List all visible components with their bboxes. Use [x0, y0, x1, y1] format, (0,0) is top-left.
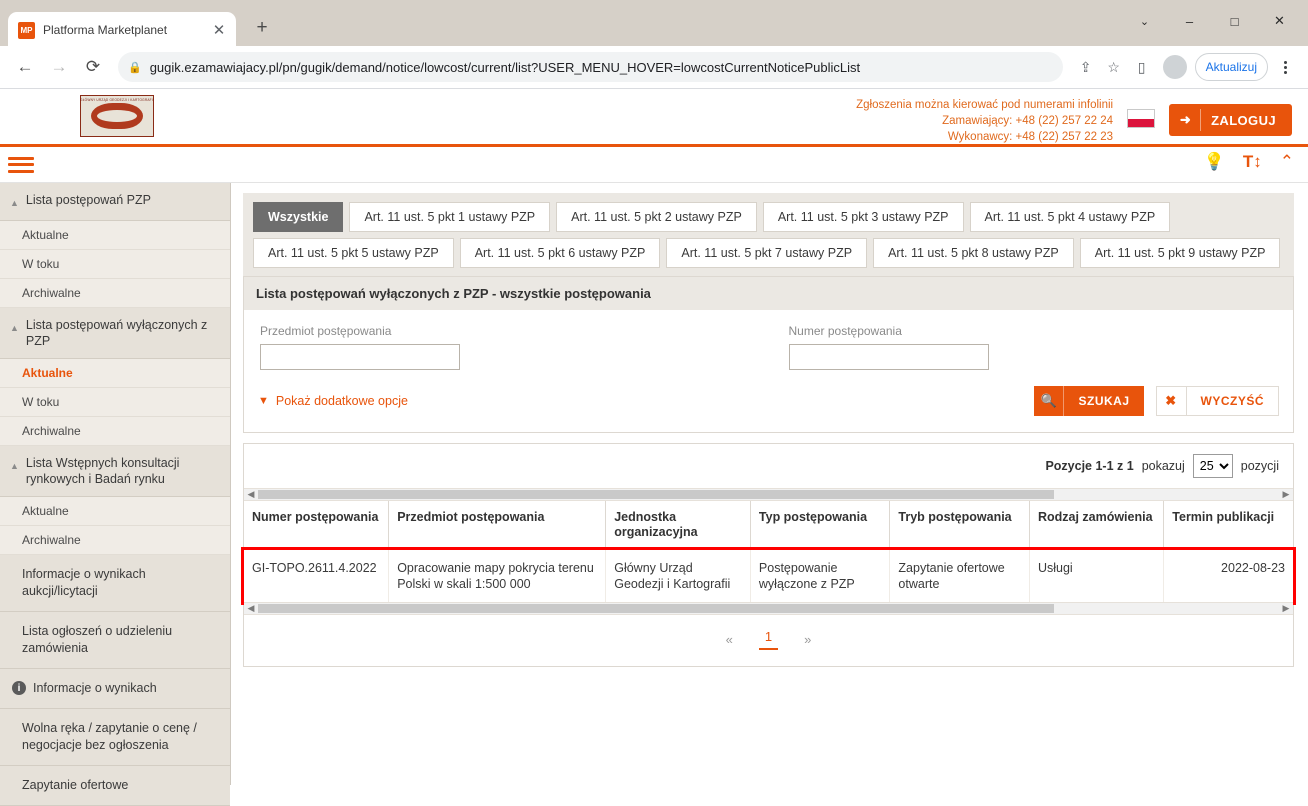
sidebar-item-auction-results[interactable]: Informacje o wynikach aukcji/licytacji — [0, 555, 230, 612]
info-icon: i — [12, 681, 26, 695]
close-icon[interactable]: ✕ — [212, 22, 226, 39]
results-table — [244, 501, 1293, 602]
scroll-left-icon[interactable]: ◀ — [247, 603, 255, 613]
items-label: pozycji — [1240, 459, 1279, 473]
chevron-up-icon: ▲ — [10, 198, 19, 208]
tab-art11-4[interactable]: Art. 11 ust. 5 pkt 4 ustawy PZP — [970, 202, 1171, 232]
action-buttons — [1034, 386, 1279, 416]
horizontal-scrollbar[interactable] — [244, 488, 1293, 501]
sidebar-item-wtoku-pzp[interactable]: W toku — [0, 250, 230, 279]
tab-title: Platforma Marketplanet — [43, 23, 168, 37]
field-subject — [260, 324, 749, 370]
site-header — [0, 89, 1308, 144]
sidebar-item-archiwalne-consult[interactable]: Archiwalne — [0, 526, 230, 555]
sidebar-item-wtoku-excluded[interactable]: W toku — [0, 388, 230, 417]
browser-tab[interactable] — [8, 12, 236, 48]
avatar[interactable] — [1163, 55, 1187, 79]
hamburger-icon[interactable] — [8, 154, 34, 176]
pagination — [244, 615, 1293, 660]
search-button-label: SZUKAJ — [1078, 394, 1130, 408]
page-viewport — [0, 88, 1308, 792]
column-numer[interactable]: Numer postępowania — [244, 501, 389, 550]
page-size-label: pokazuj — [1141, 459, 1185, 473]
table-row[interactable] — [244, 550, 1293, 603]
search-input-number[interactable] — [789, 344, 989, 370]
sidebar-item-archiwalne-excluded[interactable]: Archiwalne — [0, 417, 230, 446]
cell-tryb: Zapytanie ofertowe otwarte — [890, 550, 1030, 603]
text-size-icon[interactable]: T↕ — [1242, 152, 1262, 171]
cell-numer: GI-TOPO.2611.4.2022 — [244, 550, 389, 603]
sidebar-item-label: Lista postępowań wyłączonych z PZP — [25, 318, 208, 348]
field-subject-label: Przedmiot postępowania — [260, 324, 392, 338]
results-count: Pozycje 1-1 z 1 — [1045, 459, 1134, 473]
tab-art11-3[interactable]: Art. 11 ust. 5 pkt 3 ustawy PZP — [763, 202, 964, 232]
side-panel-icon[interactable]: ▯ — [1137, 58, 1146, 75]
filter-tabs — [243, 193, 1294, 276]
tab-art11-8[interactable]: Art. 11 ust. 5 pkt 8 ustawy PZP — [873, 238, 1074, 268]
tab-art11-6[interactable]: Art. 11 ust. 5 pkt 6 ustawy PZP — [460, 238, 661, 268]
tab-art11-2[interactable]: Art. 11 ust. 5 pkt 2 ustawy PZP — [556, 202, 757, 232]
sidebar — [0, 183, 231, 792]
sidebar-item-label: Lista Wstępnych konsultacji rynkowych i Badań rynku — [25, 456, 180, 486]
contact-line-2: Zamawiający: +48 (22) 257 22 24 — [942, 115, 1114, 127]
globe-icon — [91, 103, 143, 129]
options-row — [244, 380, 1293, 432]
close-window-button[interactable]: ✕ — [1274, 13, 1285, 28]
sidebar-item-archiwalne-pzp[interactable]: Archiwalne — [0, 279, 230, 308]
panel-title: Lista postępowań wyłączonych z PZP - wszystkie postępowania — [244, 276, 1293, 310]
sidebar-item-aktualne-excluded[interactable]: Aktualne — [0, 359, 230, 388]
share-icon[interactable]: ⇪ — [1079, 58, 1092, 75]
cell-typ: Postępowanie wyłączone z PZP — [750, 550, 890, 603]
login-label: ZALOGUJ — [1211, 112, 1276, 128]
maximize-button[interactable]: □ — [1230, 13, 1239, 29]
lightbulb-icon[interactable]: 💡 — [1203, 152, 1225, 171]
scroll-right-icon[interactable]: ▶ — [1282, 489, 1290, 499]
contact-info — [856, 97, 1113, 145]
sidebar-group-excluded[interactable] — [0, 308, 230, 359]
sidebar-item-offer-inquiry[interactable]: Zapytanie ofertowe — [0, 766, 230, 806]
scroll-right-icon[interactable]: ▶ — [1282, 603, 1290, 613]
logo-caption: GŁÓWNY URZĄD GEODEZJI I KARTOGRAFII — [80, 98, 154, 102]
column-rodzaj[interactable]: Rodzaj zamówienia — [1029, 501, 1163, 550]
minimize-button[interactable]: – — [1185, 13, 1194, 29]
column-przedmiot[interactable]: Przedmiot postępowania — [389, 501, 606, 550]
tab-favicon: MP — [18, 22, 35, 39]
login-arrow-icon: ➜ — [1179, 109, 1201, 131]
tab-art11-7[interactable]: Art. 11 ust. 5 pkt 7 ustawy PZP — [666, 238, 867, 268]
login-button[interactable] — [1169, 104, 1292, 136]
tab-art11-5[interactable]: Art. 11 ust. 5 pkt 5 ustawy PZP — [253, 238, 454, 268]
scrollbar-track[interactable] — [258, 604, 1279, 613]
column-tryb[interactable]: Tryb postępowania — [890, 501, 1030, 550]
sidebar-item-award-notices[interactable]: Lista ogłoszeń o udzieleniu zamówienia — [0, 612, 230, 669]
field-number-label: Numer postępowania — [788, 324, 902, 338]
scrollbar-thumb[interactable] — [258, 490, 1054, 499]
menu-bar — [0, 147, 1308, 183]
page-body — [0, 183, 1308, 792]
menu-icon[interactable] — [1272, 53, 1298, 81]
star-icon[interactable]: ☆ — [1107, 58, 1120, 75]
field-number — [789, 324, 1278, 370]
sidebar-item-aktualne-consult[interactable]: Aktualne — [0, 497, 230, 526]
cell-jednostka: Główny Urząd Geodezji i Kartografii — [606, 550, 751, 603]
sidebar-group-pzp[interactable] — [0, 183, 230, 221]
column-typ[interactable]: Typ postępowania — [750, 501, 890, 550]
cell-termin: 2022-08-23 — [1221, 561, 1285, 575]
table-header — [244, 501, 1293, 550]
table-header-row — [244, 501, 1293, 550]
close-icon: ✖ — [1157, 387, 1187, 415]
filter-tabs-row — [253, 202, 1284, 268]
search-button[interactable] — [1034, 386, 1143, 416]
reload-icon[interactable]: ⟳ — [85, 57, 101, 76]
lock-icon: 🔒 — [128, 61, 142, 74]
search-panel — [243, 276, 1294, 433]
main-content — [231, 183, 1308, 785]
sidebar-group-consultations[interactable] — [0, 446, 230, 497]
search-fields — [244, 310, 1293, 380]
scrollbar-track[interactable] — [258, 490, 1279, 499]
page-size-select[interactable] — [1193, 454, 1233, 478]
horizontal-scrollbar-bottom[interactable] — [244, 602, 1293, 615]
chevron-down-icon: ▼ — [258, 395, 269, 407]
search-input-subject[interactable] — [260, 344, 460, 370]
tab-art11-9[interactable]: Art. 11 ust. 5 pkt 9 ustawy PZP — [1080, 238, 1281, 268]
sidebar-item-label: Informacje o wynikach — [33, 681, 157, 695]
chevron-up-icon: ▲ — [10, 323, 19, 333]
search-icon: 🔍 — [1034, 386, 1064, 416]
page-number-1[interactable]: 1 — [759, 629, 778, 650]
show-more-options-label: Pokaż dodatkowe opcje — [275, 394, 408, 408]
url-text: gugik.ezamawiajacy.pl/pn/gugik/demand/notice/lowcost/current/list?USER_MENU_HOVER=lowcostCurrentNoticePublicList — [149, 59, 861, 75]
next-page-button[interactable]: » — [804, 632, 812, 647]
cell-rodzaj: Usługi — [1029, 550, 1163, 603]
contact-line-1: Zgłoszenia można kierować pod numerami infolinii — [856, 99, 1114, 111]
column-jednostka[interactable]: Jednostka organizacyjna — [606, 501, 751, 550]
browser-toolbar — [0, 46, 1308, 88]
sidebar-item-results-info[interactable] — [0, 669, 230, 709]
clear-button[interactable] — [1156, 386, 1280, 416]
contact-line-3: Wykonawcy: +48 (22) 257 22 23 — [947, 131, 1114, 143]
sidebar-item-aktualne-pzp[interactable]: Aktualne — [0, 221, 230, 250]
address-bar[interactable] — [118, 52, 1063, 82]
new-tab-button[interactable]: + — [256, 17, 268, 38]
gugik-logo[interactable] — [80, 95, 154, 137]
window-controls — [1122, 6, 1302, 36]
chevron-up-icon: ▲ — [10, 461, 19, 471]
show-more-options-link[interactable] — [258, 394, 408, 408]
accessibility-tools — [1204, 152, 1294, 172]
tab-art11-1[interactable]: Art. 11 ust. 5 pkt 1 ustawy PZP — [349, 202, 550, 232]
chevron-up-icon[interactable]: ⌃ — [1279, 152, 1294, 171]
header-right — [856, 97, 1292, 145]
chevron-down-icon[interactable]: ⌄ — [1139, 15, 1150, 28]
sidebar-item-free-hand[interactable]: Wolna ręka / zapytanie o cenę / negocjacje bez ogłoszenia — [0, 709, 230, 766]
column-termin[interactable]: Termin publikacji — [1164, 501, 1293, 550]
poland-flag-icon[interactable] — [1127, 109, 1155, 128]
prev-page-button[interactable]: « — [725, 632, 733, 647]
toolbar-icons — [1073, 53, 1298, 81]
results-toolbar — [244, 444, 1293, 488]
scroll-left-icon[interactable]: ◀ — [247, 489, 255, 499]
tab-wszystkie[interactable]: Wszystkie — [253, 202, 343, 232]
update-button[interactable]: Aktualizuj — [1195, 53, 1268, 81]
forward-icon[interactable]: → — [50, 57, 68, 76]
sidebar-item-label: Lista postępowań PZP — [25, 193, 151, 207]
clear-button-label: WYCZYŚĆ — [1200, 394, 1264, 408]
table-body — [244, 550, 1293, 603]
scrollbar-thumb[interactable] — [258, 604, 1054, 613]
back-icon[interactable]: ← — [16, 57, 34, 76]
results-panel — [243, 443, 1294, 667]
tab-strip — [0, 0, 1308, 46]
cell-przedmiot: Opracowanie mapy pokrycia terenu Polski w skali 1:500 000 — [389, 550, 606, 603]
